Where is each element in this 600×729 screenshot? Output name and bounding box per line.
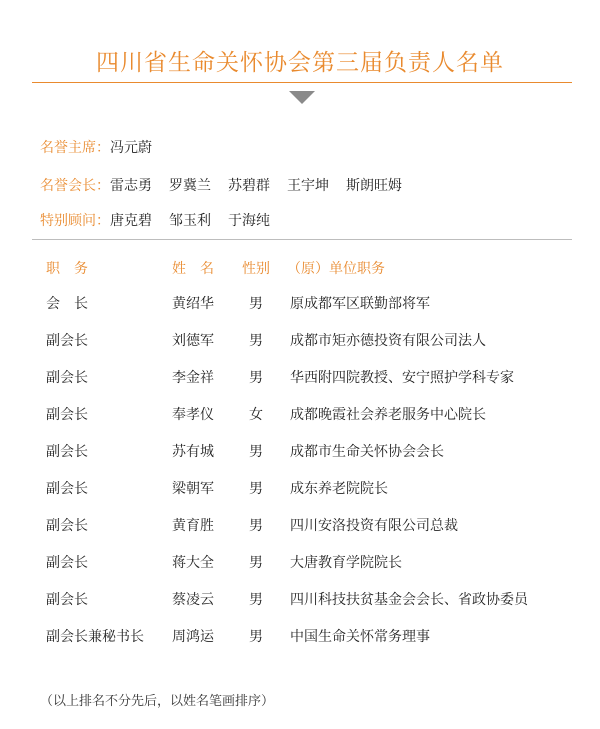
name-cell: 李金祥: [172, 370, 214, 386]
title-divider: [32, 82, 572, 83]
down-arrow-icon: [289, 91, 315, 104]
unit-cell: 中国生命关怀常务理事: [290, 629, 430, 645]
name-cell: 周鸿运: [172, 629, 214, 645]
table-row: [0, 478, 600, 498]
name-cell: 黄绍华: [172, 296, 214, 312]
sex-cell: 男: [249, 370, 263, 386]
name-cell: 刘德军: [172, 333, 214, 349]
role-cell: 会 长: [46, 296, 88, 312]
honor-name: 苏碧群: [228, 178, 270, 194]
table-row: [0, 367, 600, 387]
sex-cell: 男: [249, 555, 263, 571]
role-cell: 副会长: [46, 333, 88, 349]
name-cell: 苏有城: [172, 444, 214, 460]
role-cell: 副会长: [46, 370, 88, 386]
table-row: [0, 293, 600, 313]
sex-cell: 男: [249, 481, 263, 497]
honor-name: 唐克碧: [110, 213, 152, 229]
unit-cell: 成都晚霞社会养老服务中心院长: [290, 407, 486, 423]
table-row: [0, 441, 600, 461]
role-cell: 副会长: [46, 407, 88, 423]
honor-name: 邹玉利: [169, 213, 211, 229]
honor-name: 雷志勇: [110, 178, 152, 194]
unit-cell: 原成都军区联勤部将军: [290, 296, 430, 312]
honor-label: 名誉主席：: [40, 140, 110, 156]
honor-name: 于海纯: [228, 213, 270, 229]
honorary-president-row: [40, 175, 419, 195]
role-cell: 副会长: [46, 592, 88, 608]
sex-cell: 男: [249, 592, 263, 608]
table-row: [0, 404, 600, 424]
header-name: 姓 名: [172, 261, 214, 277]
honor-label: 名誉会长：: [40, 178, 110, 194]
role-cell: 副会长兼秘书长: [46, 629, 144, 645]
role-cell: 副会长: [46, 481, 88, 497]
table-row: [0, 626, 600, 646]
special-advisor-row: [40, 210, 287, 230]
honor-name: 冯元蔚: [110, 140, 152, 156]
header-unit: （原）单位职务: [287, 261, 385, 277]
honor-label: 特别顾问：: [40, 213, 110, 229]
unit-cell: 大唐教育学院院长: [290, 555, 402, 571]
unit-cell: 华西附四院教授、安宁照护学科专家: [290, 370, 514, 386]
honor-name: 罗冀兰: [169, 178, 211, 194]
honor-name: 王宇坤: [287, 178, 329, 194]
table-row: [0, 330, 600, 350]
sex-cell: 女: [249, 407, 263, 423]
role-cell: 副会长: [46, 518, 88, 534]
name-cell: 奉孝仪: [172, 407, 214, 423]
unit-cell: 成都市矩亦德投资有限公司法人: [290, 333, 486, 349]
unit-cell: 成东养老院院长: [290, 481, 388, 497]
unit-cell: 四川安洛投资有限公司总裁: [290, 518, 458, 534]
name-cell: 梁朝军: [172, 481, 214, 497]
table-row: [0, 515, 600, 535]
sex-cell: 男: [249, 444, 263, 460]
sex-cell: 男: [249, 518, 263, 534]
section-divider: [32, 239, 572, 240]
unit-cell: 四川科技扶贫基金会会长、省政协委员: [290, 592, 528, 608]
unit-cell: 成都市生命关怀协会会长: [290, 444, 444, 460]
honor-name: 斯朗旺姆: [346, 178, 402, 194]
name-cell: 蔡凌云: [172, 592, 214, 608]
footnote: （以上排名不分先后，以姓名笔画排序）: [40, 694, 275, 709]
name-cell: 蒋大全: [172, 555, 214, 571]
role-cell: 副会长: [46, 444, 88, 460]
table-row: [0, 552, 600, 572]
role-cell: 副会长: [46, 555, 88, 571]
sex-cell: 男: [249, 629, 263, 645]
honorary-chairman-row: [40, 137, 169, 157]
table-row: [0, 589, 600, 609]
header-role: 职 务: [46, 261, 88, 277]
page-title: 四川省生命关怀协会第三届负责人名单: [96, 50, 504, 76]
name-cell: 黄育胜: [172, 518, 214, 534]
sex-cell: 男: [249, 296, 263, 312]
sex-cell: 男: [249, 333, 263, 349]
header-sex: 性别: [242, 261, 270, 277]
